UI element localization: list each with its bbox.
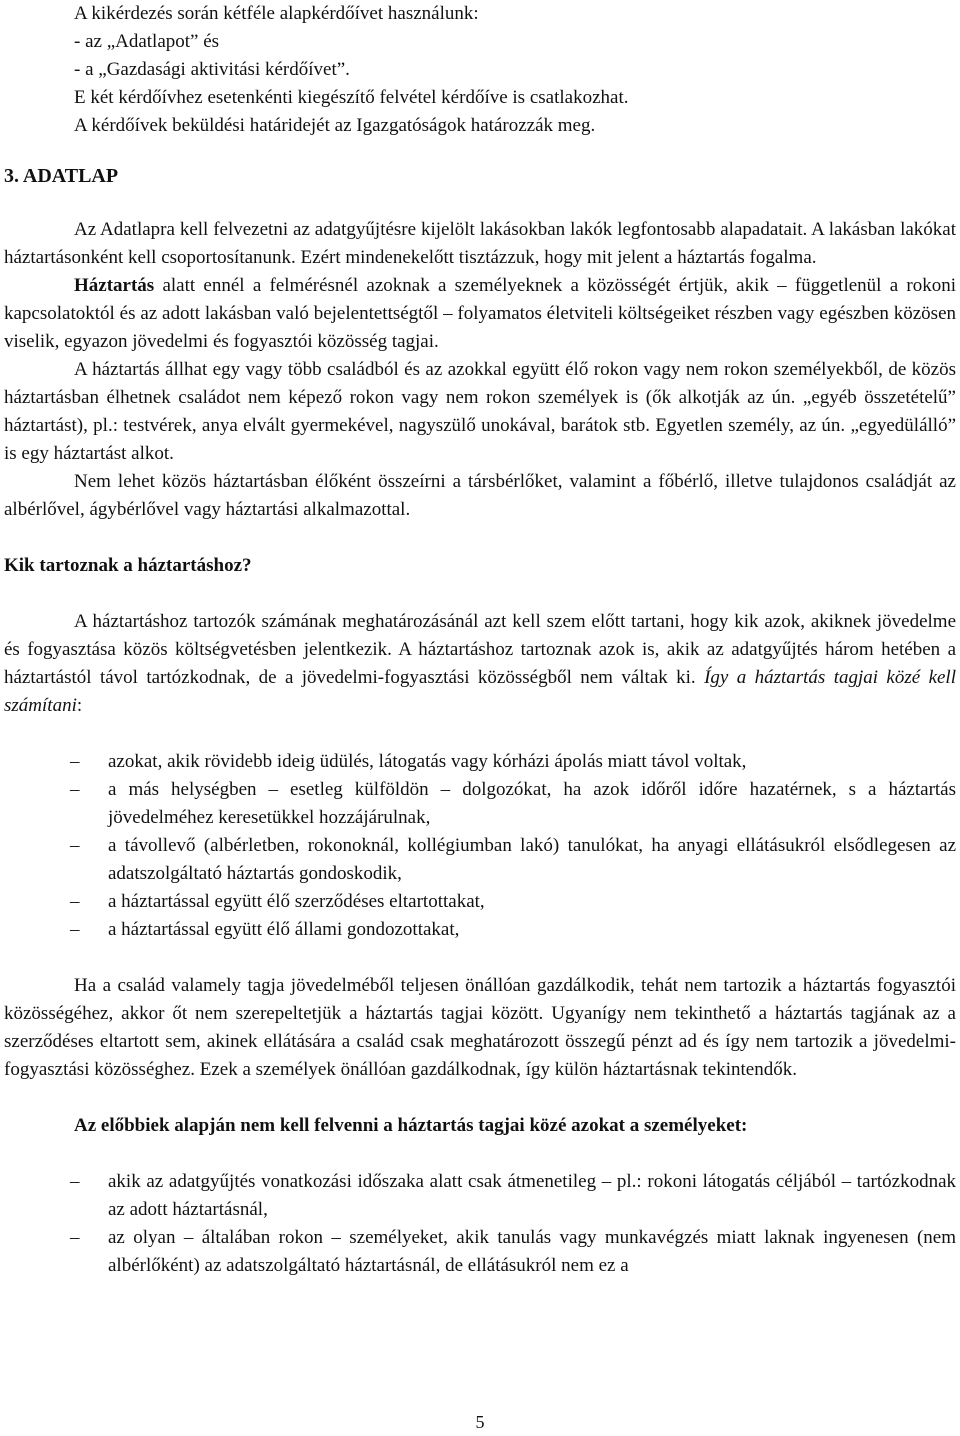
definition-text: alatt ennél a felmérésnél azoknak a személyeknek a közösségét értjük, akik – függetlenül a rokoni kapcsolatoktól és az adott lakásban való bejelentettségtől – folyamatos életviteli költségeiket részben vagy egészben közösen viselik, egyazon jövedelmi és fogyasztói közösség tagjai. [4, 275, 956, 352]
list-item [4, 748, 956, 776]
dash-bullet: – [70, 779, 80, 800]
list-item [4, 1168, 956, 1224]
list-item-text: a más helységben – esetleg külföldön – dolgozókat, ha azok időről időre hazatérnek, s a háztartás jövedelméhez keresetükkel hozzájárulnak, [108, 779, 956, 828]
intro-line: E két kérdőívhez esetenkénti kiegészítő felvétel kérdőíve is csatlakozhat. [74, 87, 629, 108]
dash-bullet: – [70, 751, 80, 772]
list-item-text: a távollevő (albérletben, rokonoknál, kollégiumban lakó) tanulókat, ha anyagi ellátásukról elsődlegesen az adatszolgáltató háztartás gondoskodik, [108, 835, 956, 884]
paragraph-exclusions: Nem lehet közös háztartásban élőként összeírni a társbérlőket, valamint a főbérlő, illetve tulajdonos családját az albérlővel, ágybérlővel vagy háztartási alkalmazottal. [4, 471, 956, 520]
members-intro-end: : [76, 695, 83, 716]
paragraph-haztartas-definition [4, 272, 956, 356]
dash-bullet: – [70, 919, 80, 940]
list-item [4, 888, 956, 916]
paragraph-haztartas-composition: A háztartás állhat egy vagy több családból és az azokkal együtt élő rokon vagy nem rokon személyekből, de közös háztartásban élhetnek családot nem képező rokon vagy nem rokon személyek is (ők alkotják az ún. „egyéb összetételű” háztartást), pl.: testvérek, anya elvált gyermekével, nagyszülő unokával, barátok stb. Egyetlen személy, az ún. „egyedülálló” is egy háztartást alkot. [4, 359, 956, 464]
dash-bullet: – [70, 1171, 80, 1192]
members-intro-text: A háztartáshoz tartozók számának meghatározásánál azt kell szem előtt tartani, hogy kik azok, akiknek jövedelme és fogyasztása közös költségvetésben jelentkezik. A háztartáshoz tartoznak azok is, akik az adatgyűjtés három hetében a háztartástól távol tartózkodnak, de a jövedelmi-fogyasztási közösségből nem váltak ki. [4, 611, 956, 688]
document-page [4, 0, 956, 1280]
dash-bullet: – [70, 1227, 80, 1248]
list-item-text: a háztartással együtt élő állami gondozottakat, [108, 919, 460, 940]
dash-bullet: – [70, 891, 80, 912]
list-item [4, 916, 956, 944]
members-intro-italic: Így a háztartás tagjai közé kell számítani [4, 667, 956, 716]
list-item [4, 1224, 956, 1280]
list-item [4, 832, 956, 888]
non-member-list [4, 1168, 956, 1280]
subheading-members: Kik tartoznak a háztartáshoz? [4, 555, 252, 576]
list-item-text: a háztartással együtt élő szerződéses eltartottakat, [108, 891, 485, 912]
intro-line: - az „Adatlapot” és [74, 31, 220, 52]
page-number: 5 [475, 1412, 485, 1432]
term-haztartas: Háztartás [74, 275, 155, 296]
paragraph-adatlap: Az Adatlapra kell felvezetni az adatgyűjtésre kijelölt lakásokban lakók legfontosabb alapadatait. A lakásban lakókat háztartásonként kell csoportosítanunk. Ezért mindenekelőtt tisztázzuk, hogy mit jelent a háztartás fogalma. [4, 219, 956, 268]
list-item-text: az olyan – általában rokon – személyeket, akik tanulás vagy munkavégzés miatt laknak ingyenesen (nem albérlőként) az adatszolgáltató háztartásnál, de ellátásukról nem ez a [108, 1227, 956, 1276]
section-number: 3. [4, 165, 19, 187]
dash-bullet: – [70, 835, 80, 856]
member-list [4, 748, 956, 944]
section-title: ADATLAP [22, 165, 119, 187]
intro-line: - a „Gazdasági aktivitási kérdőívet”. [74, 59, 350, 80]
list-item [4, 776, 956, 832]
paragraph-separate-household: Ha a család valamely tagja jövedelméből teljesen önállóan gazdálkodik, tehát nem tartozik a háztartás fogyasztói közösségéhez, akkor őt nem szerepeltetjük a háztartás tagjai között. Ugyanígy nem tekinthető a háztartás tagjának az a szerződéses eltartott sem, akinek ellátására a család csak meghatározott összegű pénzt ad és így nem tartozik a jövedelmi-fogyasztási közösséghez. Ezek a személyek önállóan gazdálkodnak, így külön háztartásnak tekintendők. [4, 975, 956, 1080]
paragraph-members-intro [4, 608, 956, 720]
subheading-not-members: Az előbbiek alapján nem kell felvenni a háztartás tagjai közé azokat a személyeket: [74, 1115, 748, 1136]
list-item-text: akik az adatgyűjtés vonatkozási időszaka alatt csak átmenetileg – pl.: rokoni látogatás céljából – tartózkodnak az adott háztartásnál, [108, 1171, 956, 1220]
intro-line: A kérdőívek beküldési határidejét az Igazgatóságok határozzák meg. [74, 115, 596, 136]
intro-line: A kikérdezés során kétféle alapkérdőívet használunk: [74, 3, 479, 24]
list-item-text: azokat, akik rövidebb ideig üdülés, látogatás vagy kórházi ápolás miatt távol voltak, [108, 751, 747, 772]
section-heading [4, 162, 956, 190]
